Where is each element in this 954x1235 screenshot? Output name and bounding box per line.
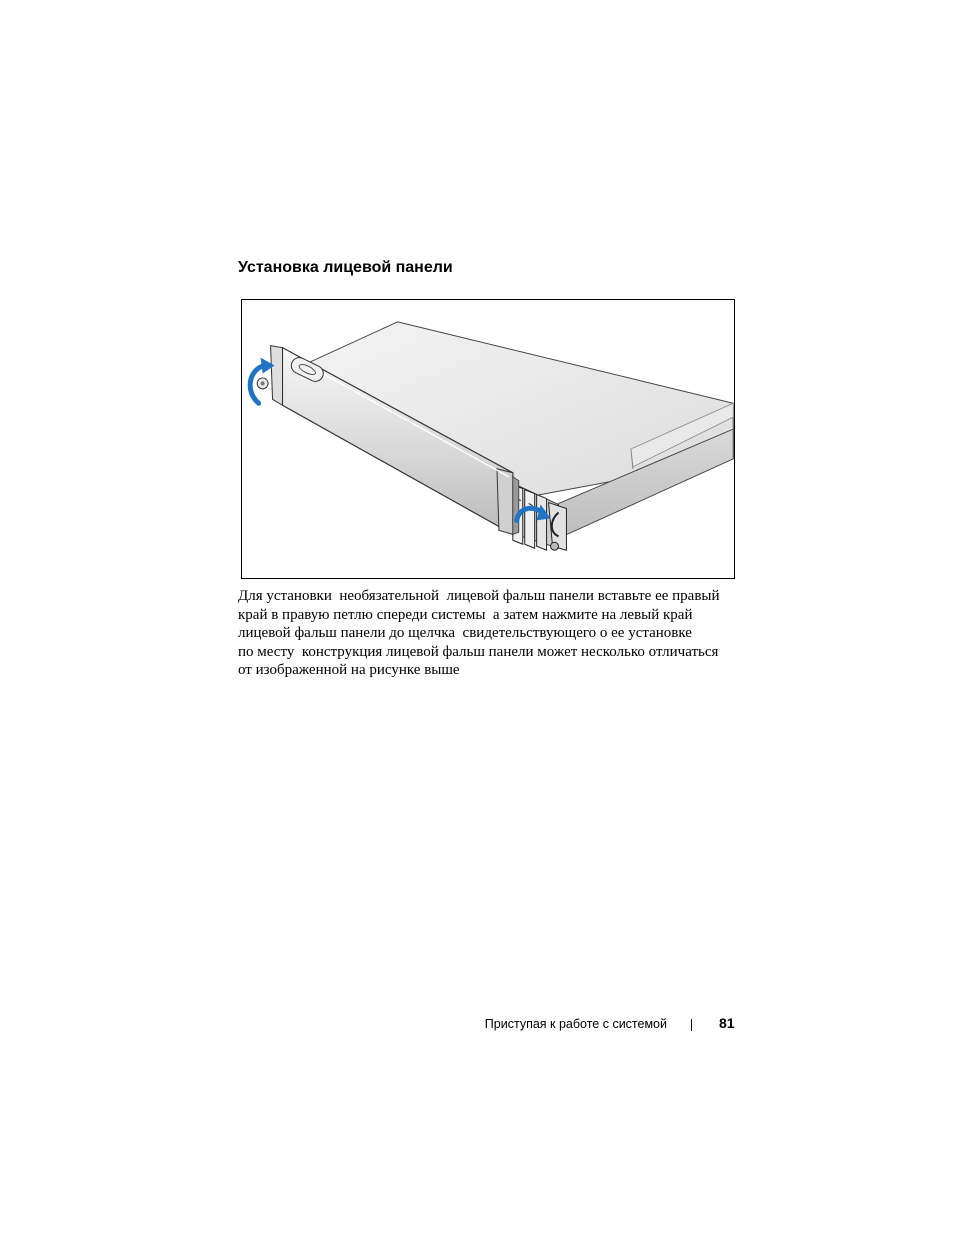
text-line: лицевой фальш панели до щелчка свидетельствующего о ее установке xyxy=(238,625,692,642)
page-footer xyxy=(0,1014,954,1034)
footer-chapter-title: Приступая к работе с системой xyxy=(484,1017,667,1031)
keylock-icon xyxy=(257,378,268,389)
installation-instructions xyxy=(238,587,738,680)
page-number: 81 xyxy=(719,1015,735,1031)
bezel-installation-figure xyxy=(241,299,735,579)
section-heading: Установка лицевой панели xyxy=(238,259,453,276)
text-line: край в правую петлю спереди системы а затем нажмите на левый край xyxy=(238,606,693,623)
text-line: по месту конструкция лицевой фальш панели может несколько отличаться xyxy=(238,643,719,660)
bezel-illustration xyxy=(242,300,734,578)
footer-divider xyxy=(691,1019,692,1031)
text-line: Для установки необязательной лицевой фальш панели вставьте ее правый xyxy=(238,588,720,604)
text-line: от изображенной на рисунке выше xyxy=(238,662,460,679)
